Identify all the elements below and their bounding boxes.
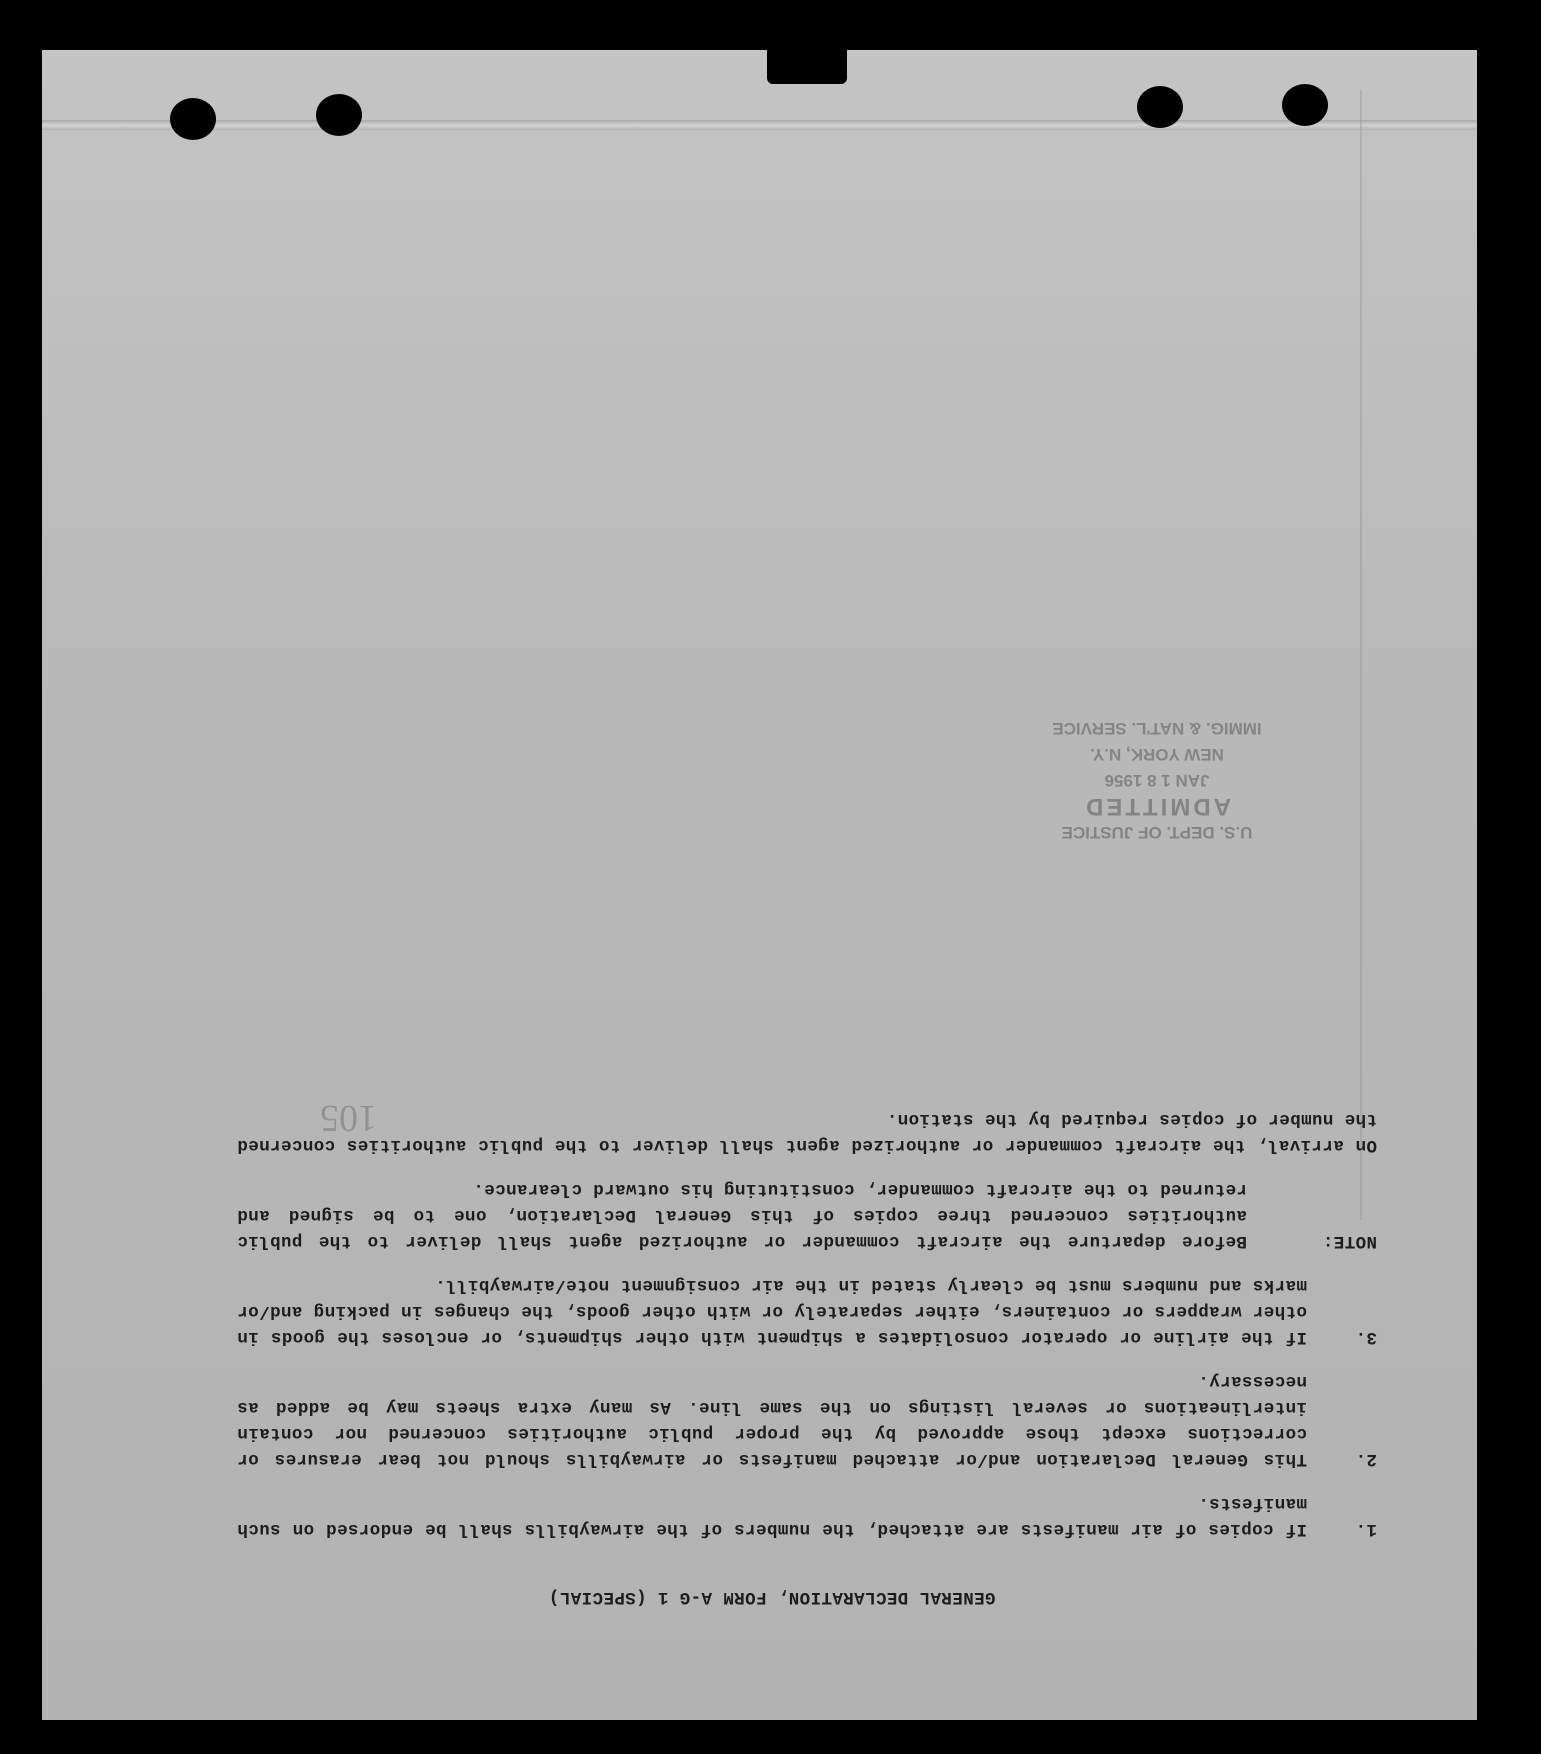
page-number: 105 bbox=[320, 1097, 377, 1139]
document-title: GENERAL DECLARATION, FORM A-G 1 (SPECIAL) bbox=[548, 1587, 996, 1607]
note-block bbox=[237, 1176, 1377, 1254]
admission-stamp bbox=[1042, 715, 1272, 845]
item-text: If the airline or operator consolidates a shipment with other shipments, or encloses the goods in other wrappers or containers, either separately or with other goods, the changes in packing and/or marks and numbers must be clearly stated in the air consignment note/airwaybill. bbox=[237, 1275, 1307, 1347]
note-label: NOTE: bbox=[1322, 1231, 1377, 1251]
item-text: This General Declaration and/or attached manifests or airwaybills should not bear erasures or corrections except those approved by the proper public authorities concerned nor contain interlineations or several listings on the same line. As many extra sheets may be added as necessary. bbox=[237, 1371, 1307, 1469]
column-guide bbox=[1360, 90, 1362, 1220]
list-item bbox=[237, 1490, 1377, 1542]
stamp-status: ADMITTED bbox=[1083, 793, 1231, 820]
list-item bbox=[237, 1368, 1377, 1472]
item-text: If copies of air manifests are attached, the numbers of the airwaybills shall be endorsed on such manifests. bbox=[237, 1493, 1307, 1539]
item-number: 1. bbox=[1355, 1519, 1377, 1539]
stamp-location: NEW YORK, N.Y. bbox=[1090, 745, 1224, 764]
item-number: 3. bbox=[1355, 1327, 1377, 1347]
inverted-content bbox=[42, 50, 1477, 1720]
declaration-text bbox=[237, 1106, 1377, 1610]
arrival-paragraph: On arrival, the aircraft commander or authorized agent shall deliver to the public authorities concerned the number of copies required by the station. bbox=[237, 1109, 1377, 1155]
note-text: Before departure the aircraft commander or authorized agent shall deliver to the public authorities concerned three copies of this General Declaration, one to be signed and returned to the aircraft commander, constituting his outward clearance. bbox=[237, 1179, 1247, 1251]
stamp-department: U.S. DEPT. OF JUSTICE bbox=[1061, 823, 1253, 842]
list-item bbox=[237, 1272, 1377, 1350]
stamp-service: IMMIG. & NAT'L. SERVICE bbox=[1052, 719, 1262, 738]
document-page bbox=[42, 50, 1477, 1720]
item-number: 2. bbox=[1355, 1449, 1377, 1469]
stamp-date: JAN 1 8 1956 bbox=[1104, 771, 1210, 790]
